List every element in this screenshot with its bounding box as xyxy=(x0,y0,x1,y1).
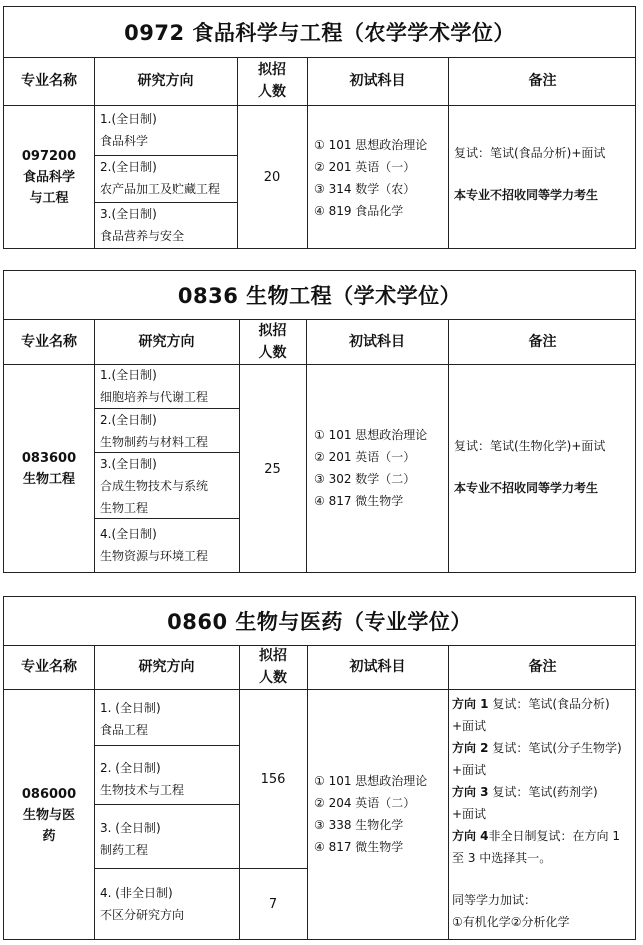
exam-subjects: ① 101 思想政治理论 ② 201 英语（一） ③ 314 数学（农） ④ 819 食品化学 xyxy=(314,138,428,218)
header-notes: 备注 xyxy=(528,333,557,350)
direction-item: 2.(全日制) 农产品加工及贮藏工程 xyxy=(100,160,221,196)
major-name-cont: 与工程 xyxy=(29,191,69,206)
major-cell xyxy=(4,690,94,940)
header-exam: 初试科目 xyxy=(349,73,406,89)
note-retest: 复试：笔试(食品分析)+面试 xyxy=(454,146,606,160)
major-name: 生物工程 xyxy=(22,472,75,487)
enroll-count-fulltime: 156 xyxy=(260,771,286,787)
direction-item: 3.(全日制) 食品营养与安全 xyxy=(100,207,185,243)
header-major: 专业名称 xyxy=(21,333,77,350)
header-major: 专业名称 xyxy=(21,73,77,89)
note-extra-title: 同等学力加试： xyxy=(452,893,537,907)
direction-item: 1.(全日制) 细胞培养与代谢工程 xyxy=(100,368,209,404)
enroll-count-parttime: 7 xyxy=(268,897,278,912)
header-exam: 初试科目 xyxy=(349,659,406,675)
note-extra-text: ①有机化学②分析化学 xyxy=(452,915,570,929)
header-enroll-line2: 人数 xyxy=(258,84,286,100)
direction-item: 4. (非全日制) 不区分研究方向 xyxy=(100,886,185,922)
note-direction-3: 方向 3 复试：笔试(药剂学) xyxy=(452,785,598,799)
note-direction-1: 方向 1 复试：笔试(食品分析) xyxy=(452,697,610,711)
table-title: 0860 生物与医药（专业学位） xyxy=(4,597,635,646)
header-enroll: 拟招 人数 xyxy=(258,322,287,361)
header-enroll: 拟招 人数 xyxy=(259,648,287,686)
major-name: 生物与医 xyxy=(22,807,75,823)
program-table-0972 xyxy=(3,6,636,249)
notes-cell: 方向 1 复试：笔试(食品分析) +面试 方向 2 复试：笔试(分子生物学) +面试 方向 3 复试：笔试(药剂学) +面试 方向 4非全日制复试：在方向 1 至 3 中选择其一。 同等学力加试： ①有机化学②分析化学 xyxy=(452,693,636,933)
header-direction: 研究方向 xyxy=(137,73,194,89)
table-title: 0972 食品科学与工程（农学学术学位） xyxy=(4,7,635,58)
header-enroll xyxy=(237,57,307,105)
major-code: 086000 xyxy=(21,786,77,802)
major-name: 食品科学 xyxy=(22,170,75,185)
exam-subjects: ① 101 思想政治理论 ② 204 英语（二） ③ 338 生物化学 ④ 817 微生物学 xyxy=(314,774,428,854)
notes-cell xyxy=(454,435,634,499)
header-notes: 备注 xyxy=(528,659,557,675)
direction-item: 4.(全日制) 生物资源与环境工程 xyxy=(100,527,209,563)
note-no-equivalent: 本专业不招收同等学力考生 xyxy=(454,188,599,202)
notes-cell xyxy=(454,142,634,206)
major-cell xyxy=(4,106,94,249)
major-cell xyxy=(4,365,94,573)
direction-item: 2.(全日制) 生物制药与材料工程 xyxy=(100,413,209,449)
header-notes: 备注 xyxy=(528,73,557,89)
direction-item: 1.(全日制) 食品科学 xyxy=(100,112,157,148)
enroll-count: 25 xyxy=(264,461,281,477)
direction-item: 1. (全日制) 食品工程 xyxy=(100,701,161,737)
direction-item: 3.(全日制) 合成生物技术与系统 生物工程 xyxy=(100,457,209,515)
direction-item: 3. (全日制) 制药工程 xyxy=(100,821,161,857)
note-direction-2: 方向 2 复试：笔试(分子生物学) xyxy=(452,741,622,755)
table-title: 0836 生物工程（学术学位） xyxy=(4,271,635,320)
program-table-0860 xyxy=(3,596,636,940)
exam-subjects: ① 101 思想政治理论 ② 201 英语（一） ③ 302 数学（二） ④ 817 微生物学 xyxy=(314,428,428,508)
note-no-equivalent: 本专业不招收同等学力考生 xyxy=(454,481,599,495)
note-direction-4: 方向 4非全日制复试：在方向 1 xyxy=(452,829,620,843)
program-table-0836 xyxy=(3,270,636,573)
major-code: 083600 xyxy=(21,451,77,466)
header-major: 专业名称 xyxy=(21,659,77,675)
header-enroll-line1: 拟招 xyxy=(258,62,286,78)
major-name-cont: 药 xyxy=(42,828,56,844)
note-retest: 复试：笔试(生物化学)+面试 xyxy=(454,439,606,453)
major-code: 097200 xyxy=(21,149,77,164)
direction-item: 2. (全日制) 生物技术与工程 xyxy=(100,761,185,797)
enroll-count: 20 xyxy=(263,170,281,185)
header-direction: 研究方向 xyxy=(138,333,195,350)
header-direction: 研究方向 xyxy=(138,659,195,675)
header-exam: 初试科目 xyxy=(349,333,405,350)
